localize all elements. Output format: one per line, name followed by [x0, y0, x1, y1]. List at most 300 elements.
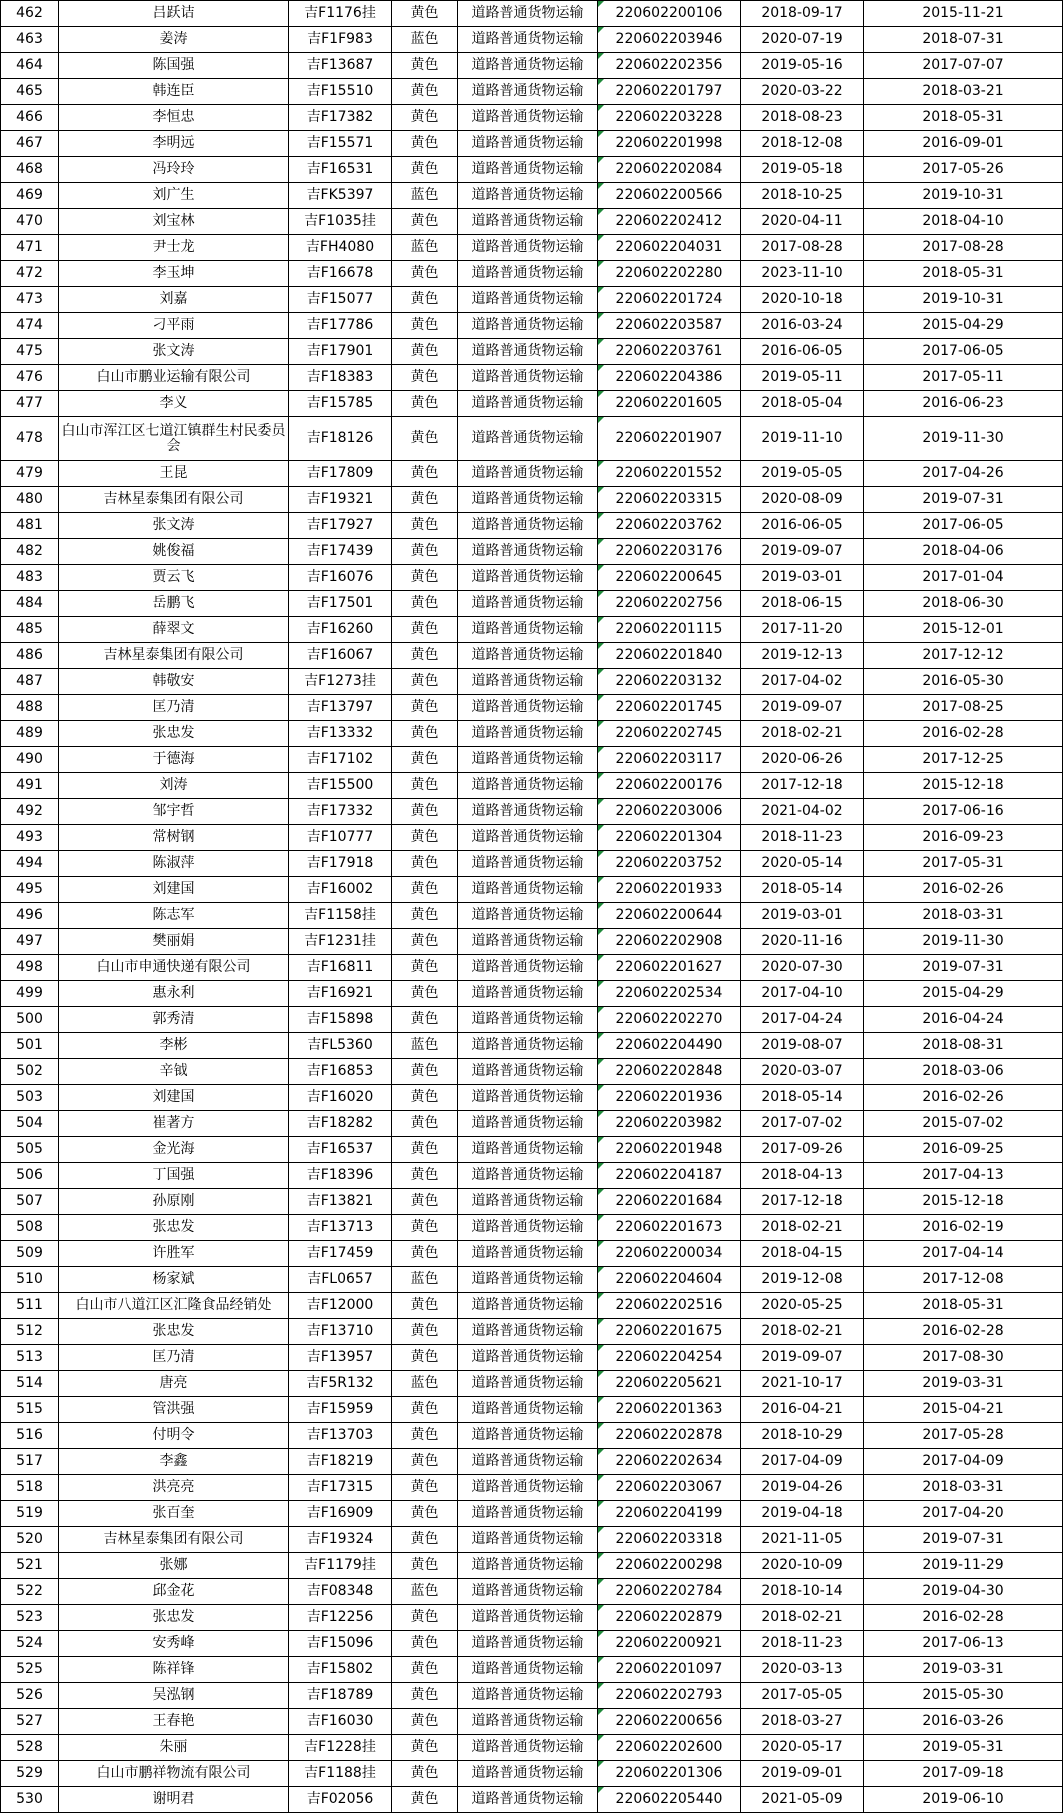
permit-number-cell: 220602201936 [598, 1085, 741, 1111]
table-row [1, 1683, 1063, 1709]
plate-color-cell: 黄色 [392, 1085, 458, 1111]
valid-date-cell: 2018-08-23 [741, 105, 864, 131]
owner-name-cell: 常树钢 [59, 825, 289, 851]
plate-number-cell: 吉F18789 [289, 1683, 392, 1709]
business-scope-cell: 道路普通货物运输 [458, 1397, 598, 1423]
business-scope-cell: 道路普通货物运输 [458, 565, 598, 591]
plate-color-cell: 黄色 [392, 513, 458, 539]
valid-date-cell: 2019-05-05 [741, 461, 864, 487]
plate-number-cell: 吉F18126 [289, 417, 392, 461]
issue-date-cell: 2019-11-30 [864, 417, 1063, 461]
permit-number-cell: 220602203946 [598, 27, 741, 53]
table-row [1, 391, 1063, 417]
row-number-cell: 504 [1, 1111, 59, 1137]
permit-number-cell: 220602203587 [598, 313, 741, 339]
plate-number-cell: 吉F15802 [289, 1657, 392, 1683]
owner-name-cell: 尹士龙 [59, 235, 289, 261]
issue-date-cell: 2015-12-01 [864, 617, 1063, 643]
issue-date-cell: 2015-04-29 [864, 981, 1063, 1007]
owner-name-cell: 刘广生 [59, 183, 289, 209]
row-number-cell: 465 [1, 79, 59, 105]
owner-name-cell: 张文涛 [59, 339, 289, 365]
issue-date-cell: 2019-11-29 [864, 1553, 1063, 1579]
permit-number-cell: 220602200106 [598, 1, 741, 27]
plate-number-cell: 吉F17927 [289, 513, 392, 539]
business-scope-cell: 道路普通货物运输 [458, 261, 598, 287]
plate-number-cell: 吉F17332 [289, 799, 392, 825]
table-row [1, 1735, 1063, 1761]
plate-number-cell: 吉F1179挂 [289, 1553, 392, 1579]
table-row [1, 1059, 1063, 1085]
row-number-cell: 497 [1, 929, 59, 955]
row-number-cell: 475 [1, 339, 59, 365]
business-scope-cell: 道路普通货物运输 [458, 591, 598, 617]
business-scope-cell: 道路普通货物运输 [458, 53, 598, 79]
business-scope-cell: 道路普通货物运输 [458, 209, 598, 235]
row-number-cell: 501 [1, 1033, 59, 1059]
plate-color-cell: 黄色 [392, 591, 458, 617]
permit-number-cell: 220602202848 [598, 1059, 741, 1085]
business-scope-cell: 道路普通货物运输 [458, 851, 598, 877]
owner-name-cell: 薛翠文 [59, 617, 289, 643]
table-row [1, 1137, 1063, 1163]
valid-date-cell: 2018-02-21 [741, 1605, 864, 1631]
row-number-cell: 473 [1, 287, 59, 313]
table-row [1, 513, 1063, 539]
plate-number-cell: 吉F15959 [289, 1397, 392, 1423]
plate-number-cell: 吉F16909 [289, 1501, 392, 1527]
issue-date-cell: 2015-07-02 [864, 1111, 1063, 1137]
permit-number-cell: 220602202879 [598, 1605, 741, 1631]
table-row [1, 261, 1063, 287]
business-scope-cell: 道路普通货物运输 [458, 1787, 598, 1813]
plate-color-cell: 黄色 [392, 981, 458, 1007]
valid-date-cell: 2016-03-24 [741, 313, 864, 339]
plate-number-cell: 吉F19321 [289, 487, 392, 513]
permit-number-cell: 220602200566 [598, 183, 741, 209]
owner-name-cell: 贾云飞 [59, 565, 289, 591]
plate-color-cell: 黄色 [392, 799, 458, 825]
plate-number-cell: 吉F1F983 [289, 27, 392, 53]
row-number-cell: 486 [1, 643, 59, 669]
plate-number-cell: 吉FH4080 [289, 235, 392, 261]
row-number-cell: 468 [1, 157, 59, 183]
valid-date-cell: 2018-11-23 [741, 825, 864, 851]
business-scope-cell: 道路普通货物运输 [458, 461, 598, 487]
issue-date-cell: 2019-07-31 [864, 1527, 1063, 1553]
table-row [1, 929, 1063, 955]
table-row [1, 235, 1063, 261]
plate-number-cell: 吉F13687 [289, 53, 392, 79]
plate-color-cell: 黄色 [392, 1189, 458, 1215]
business-scope-cell: 道路普通货物运输 [458, 1709, 598, 1735]
permit-number-cell: 220602203117 [598, 747, 741, 773]
plate-color-cell: 黄色 [392, 1423, 458, 1449]
plate-color-cell: 黄色 [392, 643, 458, 669]
owner-name-cell: 陈国强 [59, 53, 289, 79]
valid-date-cell: 2018-04-13 [741, 1163, 864, 1189]
plate-color-cell: 黄色 [392, 539, 458, 565]
table-row [1, 1267, 1063, 1293]
permit-number-cell: 220602201840 [598, 643, 741, 669]
table-row [1, 1085, 1063, 1111]
plate-number-cell: 吉F15077 [289, 287, 392, 313]
plate-color-cell: 蓝色 [392, 1033, 458, 1059]
issue-date-cell: 2015-04-21 [864, 1397, 1063, 1423]
table-row [1, 1761, 1063, 1787]
valid-date-cell: 2019-03-01 [741, 903, 864, 929]
plate-number-cell: 吉F13710 [289, 1319, 392, 1345]
valid-date-cell: 2020-07-30 [741, 955, 864, 981]
issue-date-cell: 2018-03-21 [864, 79, 1063, 105]
plate-number-cell: 吉F16076 [289, 565, 392, 591]
permit-number-cell: 220602201907 [598, 417, 741, 461]
row-number-cell: 514 [1, 1371, 59, 1397]
valid-date-cell: 2018-10-29 [741, 1423, 864, 1449]
issue-date-cell: 2019-07-31 [864, 955, 1063, 981]
permit-number-cell: 220602202356 [598, 53, 741, 79]
owner-name-cell: 许胜军 [59, 1241, 289, 1267]
row-number-cell: 506 [1, 1163, 59, 1189]
issue-date-cell: 2017-05-26 [864, 157, 1063, 183]
table-row [1, 799, 1063, 825]
row-number-cell: 491 [1, 773, 59, 799]
row-number-cell: 510 [1, 1267, 59, 1293]
plate-number-cell: 吉F1188挂 [289, 1761, 392, 1787]
row-number-cell: 472 [1, 261, 59, 287]
valid-date-cell: 2017-07-02 [741, 1111, 864, 1137]
plate-number-cell: 吉F15500 [289, 773, 392, 799]
row-number-cell: 528 [1, 1735, 59, 1761]
owner-name-cell: 白山市八道江区汇隆食品经销处 [59, 1293, 289, 1319]
row-number-cell: 479 [1, 461, 59, 487]
row-number-cell: 474 [1, 313, 59, 339]
plate-number-cell: 吉F19324 [289, 1527, 392, 1553]
plate-color-cell: 黄色 [392, 131, 458, 157]
business-scope-cell: 道路普通货物运输 [458, 721, 598, 747]
valid-date-cell: 2017-04-02 [741, 669, 864, 695]
business-scope-cell: 道路普通货物运输 [458, 1137, 598, 1163]
valid-date-cell: 2017-04-09 [741, 1449, 864, 1475]
row-number-cell: 518 [1, 1475, 59, 1501]
plate-number-cell: 吉F16678 [289, 261, 392, 287]
plate-number-cell: 吉F17439 [289, 539, 392, 565]
valid-date-cell: 2019-11-10 [741, 417, 864, 461]
permit-number-cell: 220602200645 [598, 565, 741, 591]
plate-color-cell: 黄色 [392, 747, 458, 773]
permit-number-cell: 220602202745 [598, 721, 741, 747]
table-row [1, 79, 1063, 105]
valid-date-cell: 2017-12-18 [741, 1189, 864, 1215]
business-scope-cell: 道路普通货物运输 [458, 1085, 598, 1111]
valid-date-cell: 2018-12-08 [741, 131, 864, 157]
issue-date-cell: 2018-05-31 [864, 261, 1063, 287]
table-row [1, 851, 1063, 877]
business-scope-cell: 道路普通货物运输 [458, 825, 598, 851]
plate-color-cell: 蓝色 [392, 235, 458, 261]
issue-date-cell: 2018-03-31 [864, 1475, 1063, 1501]
table-row [1, 1527, 1063, 1553]
issue-date-cell: 2018-05-31 [864, 1293, 1063, 1319]
valid-date-cell: 2021-05-09 [741, 1787, 864, 1813]
issue-date-cell: 2017-08-28 [864, 235, 1063, 261]
valid-date-cell: 2019-04-26 [741, 1475, 864, 1501]
business-scope-cell: 道路普通货物运输 [458, 313, 598, 339]
permit-number-cell: 220602202516 [598, 1293, 741, 1319]
valid-date-cell: 2018-05-14 [741, 877, 864, 903]
issue-date-cell: 2017-08-30 [864, 1345, 1063, 1371]
table-row [1, 773, 1063, 799]
owner-name-cell: 陈祥锋 [59, 1657, 289, 1683]
permit-number-cell: 220602203752 [598, 851, 741, 877]
business-scope-cell: 道路普通货物运输 [458, 539, 598, 565]
business-scope-cell: 道路普通货物运输 [458, 773, 598, 799]
owner-name-cell: 管洪强 [59, 1397, 289, 1423]
plate-number-cell: 吉F15510 [289, 79, 392, 105]
plate-number-cell: 吉F1228挂 [289, 1735, 392, 1761]
owner-name-cell: 张文涛 [59, 513, 289, 539]
table-row [1, 1475, 1063, 1501]
plate-color-cell: 黄色 [392, 1501, 458, 1527]
permit-number-cell: 220602202756 [598, 591, 741, 617]
plate-number-cell: 吉F16067 [289, 643, 392, 669]
business-scope-cell: 道路普通货物运输 [458, 903, 598, 929]
issue-date-cell: 2016-02-26 [864, 1085, 1063, 1111]
plate-color-cell: 黄色 [392, 79, 458, 105]
valid-date-cell: 2020-11-16 [741, 929, 864, 955]
valid-date-cell: 2017-11-20 [741, 617, 864, 643]
row-number-cell: 511 [1, 1293, 59, 1319]
plate-number-cell: 吉F15096 [289, 1631, 392, 1657]
table-row [1, 981, 1063, 1007]
business-scope-cell: 道路普通货物运输 [458, 1111, 598, 1137]
valid-date-cell: 2016-06-05 [741, 513, 864, 539]
issue-date-cell: 2017-06-05 [864, 339, 1063, 365]
permit-number-cell: 220602203067 [598, 1475, 741, 1501]
issue-date-cell: 2018-08-31 [864, 1033, 1063, 1059]
owner-name-cell: 吉林星泰集团有限公司 [59, 487, 289, 513]
row-number-cell: 462 [1, 1, 59, 27]
plate-number-cell: 吉F16531 [289, 157, 392, 183]
row-number-cell: 484 [1, 591, 59, 617]
row-number-cell: 464 [1, 53, 59, 79]
row-number-cell: 463 [1, 27, 59, 53]
permit-number-cell: 220602203006 [598, 799, 741, 825]
table-row [1, 1007, 1063, 1033]
owner-name-cell: 朱丽 [59, 1735, 289, 1761]
business-scope-cell: 道路普通货物运输 [458, 417, 598, 461]
permit-number-cell: 220602202634 [598, 1449, 741, 1475]
owner-name-cell: 岳鹏飞 [59, 591, 289, 617]
issue-date-cell: 2019-10-31 [864, 183, 1063, 209]
permit-number-cell: 220602201745 [598, 695, 741, 721]
issue-date-cell: 2018-04-06 [864, 539, 1063, 565]
table-row [1, 1241, 1063, 1267]
owner-name-cell: 刘建国 [59, 1085, 289, 1111]
issue-date-cell: 2017-04-26 [864, 461, 1063, 487]
business-scope-cell: 道路普通货物运输 [458, 799, 598, 825]
valid-date-cell: 2019-08-07 [741, 1033, 864, 1059]
table-row [1, 903, 1063, 929]
permit-number-cell: 220602202878 [598, 1423, 741, 1449]
business-scope-cell: 道路普通货物运输 [458, 1475, 598, 1501]
row-number-cell: 489 [1, 721, 59, 747]
business-scope-cell: 道路普通货物运输 [458, 1059, 598, 1085]
issue-date-cell: 2017-12-12 [864, 643, 1063, 669]
plate-color-cell: 黄色 [392, 1293, 458, 1319]
plate-number-cell: 吉F1035挂 [289, 209, 392, 235]
owner-name-cell: 吕跃诘 [59, 1, 289, 27]
plate-color-cell: 黄色 [392, 209, 458, 235]
issue-date-cell: 2016-09-23 [864, 825, 1063, 851]
plate-color-cell: 黄色 [392, 287, 458, 313]
plate-number-cell: 吉F13713 [289, 1215, 392, 1241]
permit-number-cell: 220602200034 [598, 1241, 741, 1267]
row-number-cell: 522 [1, 1579, 59, 1605]
business-scope-cell: 道路普通货物运输 [458, 1033, 598, 1059]
permit-number-cell: 220602201684 [598, 1189, 741, 1215]
plate-color-cell: 黄色 [392, 1137, 458, 1163]
row-number-cell: 469 [1, 183, 59, 209]
plate-color-cell: 黄色 [392, 851, 458, 877]
plate-color-cell: 黄色 [392, 1683, 458, 1709]
valid-date-cell: 2019-03-01 [741, 565, 864, 591]
business-scope-cell: 道路普通货物运输 [458, 1189, 598, 1215]
valid-date-cell: 2018-05-04 [741, 391, 864, 417]
plate-number-cell: 吉F10777 [289, 825, 392, 851]
valid-date-cell: 2019-12-08 [741, 1267, 864, 1293]
row-number-cell: 512 [1, 1319, 59, 1345]
business-scope-cell: 道路普通货物运输 [458, 955, 598, 981]
permit-number-cell: 220602200644 [598, 903, 741, 929]
owner-name-cell: 吉林星泰集团有限公司 [59, 1527, 289, 1553]
plate-number-cell: 吉F16811 [289, 955, 392, 981]
plate-number-cell: 吉F08348 [289, 1579, 392, 1605]
owner-name-cell: 李鑫 [59, 1449, 289, 1475]
valid-date-cell: 2020-05-25 [741, 1293, 864, 1319]
permit-number-cell: 220602204199 [598, 1501, 741, 1527]
row-number-cell: 477 [1, 391, 59, 417]
row-number-cell: 523 [1, 1605, 59, 1631]
permit-number-cell: 220602205440 [598, 1787, 741, 1813]
table-row [1, 643, 1063, 669]
plate-number-cell: 吉F17382 [289, 105, 392, 131]
table-row [1, 1709, 1063, 1735]
row-number-cell: 505 [1, 1137, 59, 1163]
table-row [1, 287, 1063, 313]
row-number-cell: 471 [1, 235, 59, 261]
permit-number-cell: 220602201673 [598, 1215, 741, 1241]
row-number-cell: 482 [1, 539, 59, 565]
table-row [1, 53, 1063, 79]
plate-color-cell: 黄色 [392, 1761, 458, 1787]
plate-number-cell: 吉FK5397 [289, 183, 392, 209]
row-number-cell: 507 [1, 1189, 59, 1215]
owner-name-cell: 王昆 [59, 461, 289, 487]
table-row [1, 209, 1063, 235]
business-scope-cell: 道路普通货物运输 [458, 1449, 598, 1475]
row-number-cell: 476 [1, 365, 59, 391]
valid-date-cell: 2021-11-05 [741, 1527, 864, 1553]
business-scope-cell: 道路普通货物运输 [458, 1319, 598, 1345]
plate-number-cell: 吉F17786 [289, 313, 392, 339]
table-row [1, 1553, 1063, 1579]
business-scope-cell: 道路普通货物运输 [458, 669, 598, 695]
issue-date-cell: 2017-04-09 [864, 1449, 1063, 1475]
owner-name-cell: 安秀峰 [59, 1631, 289, 1657]
table-row [1, 1371, 1063, 1397]
issue-date-cell: 2017-07-07 [864, 53, 1063, 79]
plate-number-cell: 吉F13821 [289, 1189, 392, 1215]
plate-color-cell: 黄色 [392, 365, 458, 391]
table-row [1, 105, 1063, 131]
valid-date-cell: 2019-09-01 [741, 1761, 864, 1787]
issue-date-cell: 2019-03-31 [864, 1371, 1063, 1397]
valid-date-cell: 2020-05-17 [741, 1735, 864, 1761]
owner-name-cell: 郭秀清 [59, 1007, 289, 1033]
table-row [1, 1189, 1063, 1215]
business-scope-cell: 道路普通货物运输 [458, 1579, 598, 1605]
plate-number-cell: 吉F02056 [289, 1787, 392, 1813]
plate-color-cell: 黄色 [392, 695, 458, 721]
table-row [1, 1605, 1063, 1631]
plate-number-cell: 吉F1176挂 [289, 1, 392, 27]
table-row [1, 417, 1063, 461]
plate-color-cell: 黄色 [392, 157, 458, 183]
plate-color-cell: 黄色 [392, 1111, 458, 1137]
plate-number-cell: 吉F13797 [289, 695, 392, 721]
table-row [1, 539, 1063, 565]
owner-name-cell: 姚俊福 [59, 539, 289, 565]
owner-name-cell: 谢明君 [59, 1787, 289, 1813]
permit-number-cell: 220602203318 [598, 1527, 741, 1553]
row-number-cell: 488 [1, 695, 59, 721]
table-row [1, 365, 1063, 391]
permit-number-cell: 220602201115 [598, 617, 741, 643]
plate-number-cell: 吉F5R132 [289, 1371, 392, 1397]
table-row [1, 877, 1063, 903]
issue-date-cell: 2018-05-31 [864, 105, 1063, 131]
plate-color-cell: 蓝色 [392, 1579, 458, 1605]
permit-number-cell: 220602203132 [598, 669, 741, 695]
permit-number-cell: 220602201552 [598, 461, 741, 487]
permit-number-cell: 220602202793 [598, 1683, 741, 1709]
business-scope-cell: 道路普通货物运输 [458, 1293, 598, 1319]
permit-number-cell: 220602204604 [598, 1267, 741, 1293]
plate-color-cell: 黄色 [392, 1735, 458, 1761]
issue-date-cell: 2019-10-31 [864, 287, 1063, 313]
business-scope-cell: 道路普通货物运输 [458, 513, 598, 539]
row-number-cell: 519 [1, 1501, 59, 1527]
plate-color-cell: 黄色 [392, 1475, 458, 1501]
plate-number-cell: 吉F17315 [289, 1475, 392, 1501]
row-number-cell: 493 [1, 825, 59, 851]
plate-number-cell: 吉F15785 [289, 391, 392, 417]
issue-date-cell: 2019-03-31 [864, 1657, 1063, 1683]
issue-date-cell: 2018-03-06 [864, 1059, 1063, 1085]
issue-date-cell: 2016-05-30 [864, 669, 1063, 695]
table-body [1, 1, 1063, 1813]
owner-name-cell: 吴泓钢 [59, 1683, 289, 1709]
plate-number-cell: 吉F16002 [289, 877, 392, 903]
business-scope-cell: 道路普通货物运输 [458, 1163, 598, 1189]
plate-number-cell: 吉F13957 [289, 1345, 392, 1371]
row-number-cell: 524 [1, 1631, 59, 1657]
plate-color-cell: 黄色 [392, 877, 458, 903]
owner-name-cell: 陈淑萍 [59, 851, 289, 877]
business-scope-cell: 道路普通货物运输 [458, 1605, 598, 1631]
business-scope-cell: 道路普通货物运输 [458, 747, 598, 773]
